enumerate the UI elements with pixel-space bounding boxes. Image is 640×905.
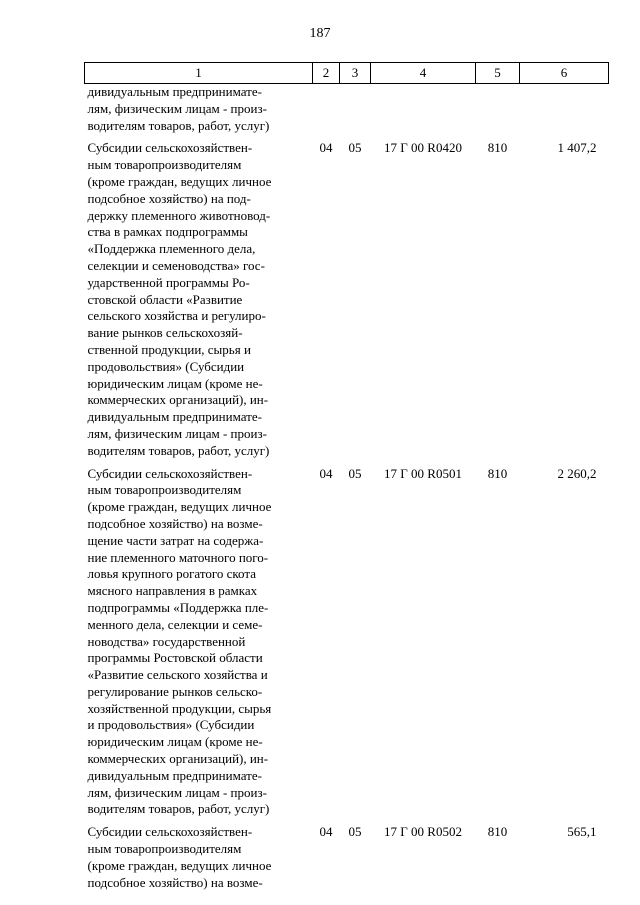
row-target-code: 17 Г 00 R0501	[384, 465, 462, 481]
row-target-code: 17 Г 00 R0420	[384, 140, 462, 156]
row-description: Субсидии сельскохозяйствен- ным товаропроизводителям (кроме граждан, ведущих личное подсобное хозяйство) на под- держку племенного животновод- ства в рамках подпрограммы «Поддержка племенного дела, селекции и семеноводства» гос- ударственной программы Ро- стовской области «Развитие сельского хозяйства и регулиро- вание рынков сельскохозяй- ственной продукции, сырья и продовольствия» (Субсидии юридическим лицам (кроме не- коммерческих организаций), ин- дивидуальным предпринимате- лям, физическим лицам - произ- водителям товаров, работ, услуг)	[87, 140, 272, 458]
table-row-continuation	[85, 84, 609, 135]
row-description: Субсидии сельскохозяйствен- ным товаропроизводителям (кроме граждан, ведущих личное подсобное хозяйство) на возме- щение части затрат на содержа- ние племенного маточного пого- ловья крупного рогатого скота мясного направления в рамках подпрограммы «Поддержка пле- менного дела, селекции и семе- новодства» государственной программы Ростовской области «Развитие сельского хозяйства и регулирование рынков сельско- хозяйственной продукции, сырья и продовольствия» (Субсидии юридическим лицам (кроме не- коммерческих организаций), ин- дивидуальным предпринимате- лям, физическим лицам - произ- водителям товаров, работ, услуг)	[87, 465, 272, 817]
budget-table	[84, 62, 609, 891]
row-subsection: 05	[348, 824, 362, 840]
row-section: 04	[319, 465, 333, 481]
column-header-6: 6	[520, 63, 609, 84]
row-type-code: 810	[487, 140, 508, 156]
page-number: 187	[309, 26, 331, 41]
row-description: Субсидии сельскохозяйствен- ным товаропроизводителям (кроме граждан, ведущих личное подсобное хозяйство) на возме-	[87, 824, 272, 890]
row-type-code: 810	[487, 465, 508, 481]
table-header-row	[85, 63, 609, 84]
row-amount: 1 407,2	[557, 140, 597, 156]
table-row	[85, 460, 609, 819]
column-header-3: 3	[340, 63, 371, 84]
row-subsection: 05	[348, 140, 362, 156]
column-header-1: 1	[85, 63, 313, 84]
table-row	[85, 134, 609, 459]
column-header-2: 2	[313, 63, 340, 84]
row-amount: 565,1	[567, 824, 597, 840]
row-description: дивидуальным предпринимате- лям, физическим лицам - произ- водителям товаров, работ, услуг)	[87, 84, 270, 133]
row-section: 04	[319, 140, 333, 156]
row-amount: 2 260,2	[557, 465, 597, 481]
column-header-5: 5	[476, 63, 520, 84]
row-subsection: 05	[348, 465, 362, 481]
row-section: 04	[319, 824, 333, 840]
row-type-code: 810	[487, 824, 508, 840]
table-row	[85, 818, 609, 891]
row-target-code: 17 Г 00 R0502	[384, 824, 462, 840]
column-header-4: 4	[371, 63, 476, 84]
